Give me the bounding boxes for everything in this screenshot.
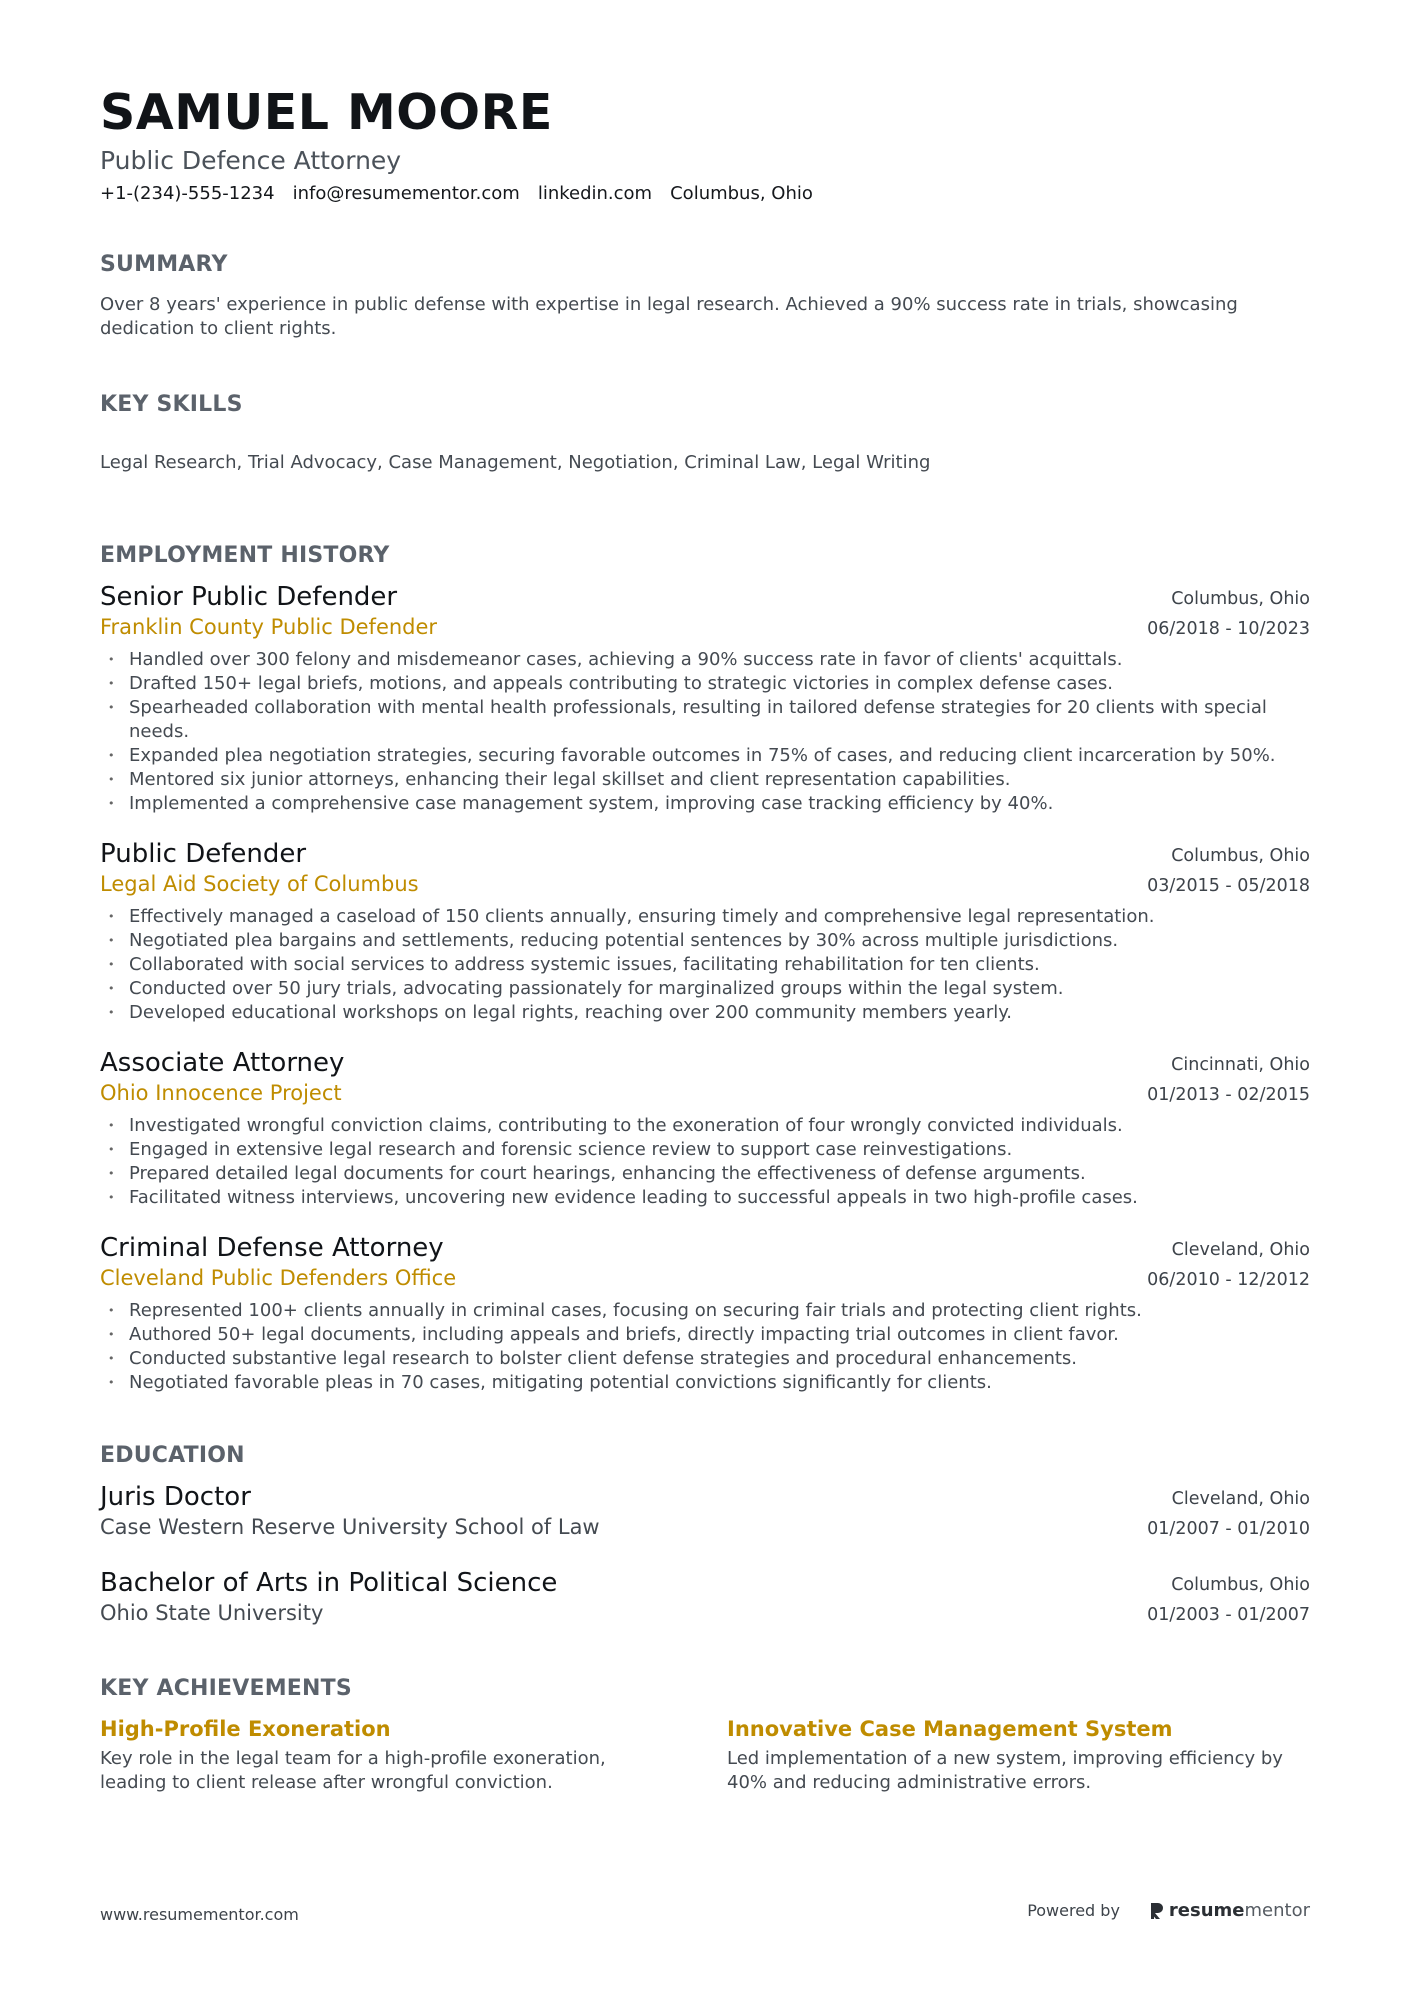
job-dates: 01/2013 - 02/2015 [1147,1085,1310,1105]
job-bullet: • Engaged in extensive legal research and forensic science review to support case reinvestigations. [100,1138,1310,1162]
job-bullet: • Represented 100+ clients annually in criminal cases, focusing on securing fair trials and protecting client rights. [100,1299,1310,1323]
job-bullet: • Developed educational workshops on legal rights, reaching over 200 community members yearly. [100,1001,1310,1025]
education-degree: Juris Doctor [100,1482,251,1512]
education-degree: Bachelor of Arts in Political Science [100,1568,558,1598]
job-entry [100,839,1310,1025]
job-location: Cincinnati, Ohio [1171,1055,1310,1075]
skills-text: Legal Research, Trial Advocacy, Case Management, Negotiation, Criminal Law, Legal Writing [100,452,931,473]
job-company: Ohio Innocence Project [100,1081,342,1105]
education-dates: 01/2003 - 01/2007 [1147,1605,1310,1625]
education-school: Case Western Reserve University School of Law [100,1515,600,1539]
job-location: Columbus, Ohio [1171,846,1310,866]
achievement-item [727,1715,1287,1795]
job-entry [100,1233,1310,1395]
job-bullet: • Prepared detailed legal documents for court hearings, enhancing the effectiveness of defense arguments. [100,1162,1310,1186]
job-location: Columbus, Ohio [1171,589,1310,609]
job-title: Senior Public Defender [100,582,398,612]
achievement-title: Innovative Case Management System [727,1717,1173,1741]
job-bullets [100,648,1310,816]
job-bullet: • Effectively managed a caseload of 150 clients annually, ensuring timely and comprehensive legal representation. [100,905,1310,929]
summary-heading: SUMMARY [100,252,228,277]
job-bullets [100,905,1310,1025]
job-bullet: • Negotiated favorable pleas in 70 cases, mitigating potential convictions significantly for clients. [100,1371,1310,1395]
job-meta [1147,1050,1310,1110]
candidate-name: SAMUEL MOORE [100,84,553,141]
job-entry [100,1048,1310,1210]
contact-location: Columbus, Ohio [670,183,813,204]
job-company: Cleveland Public Defenders Office [100,1266,457,1290]
job-bullet: • Handled over 300 felony and misdemeanor cases, achieving a 90% success rate in favor of clients' acquittals. [100,648,1310,672]
job-company: Legal Aid Society of Columbus [100,872,419,896]
education-meta [1147,1570,1310,1630]
contact-email[interactable]: info@resumementor.com [292,183,520,204]
job-bullet: • Authored 50+ legal documents, including appeals and briefs, directly impacting trial outcomes in client favor. [100,1323,1310,1347]
job-dates: 06/2010 - 12/2012 [1147,1270,1310,1290]
job-meta [1147,1235,1310,1295]
job-bullet: • Negotiated plea bargains and settlements, reducing potential sentences by 30% across multiple jurisdictions. [100,929,1310,953]
brand-name-light: mentor [1244,1900,1310,1921]
job-bullet: • Conducted over 50 jury trials, advocating passionately for marginalized groups within the legal system. [100,977,1310,1001]
job-bullet: • Facilitated witness interviews, uncovering new evidence leading to successful appeals in two high-profile cases. [100,1186,1310,1210]
footer-branding [1027,1900,1310,1921]
achievement-item [100,1715,660,1795]
job-meta [1147,584,1310,644]
achievement-title: High-Profile Exoneration [100,1717,391,1741]
job-title: Public Defender [100,839,307,869]
summary-text: Over 8 years' experience in public defense with expertise in legal research. Achieved a 90% success rate in trials, showcasing dedication to client rights. [100,294,1238,339]
job-title: Associate Attorney [100,1048,345,1078]
job-bullets [100,1299,1310,1395]
brand-logo[interactable] [1148,1900,1310,1921]
job-bullets [100,1114,1310,1210]
job-location: Cleveland, Ohio [1171,1240,1310,1260]
job-company: Franklin County Public Defender [100,615,438,639]
job-bullet: • Collaborated with social services to address systemic issues, facilitating rehabilitation for ten clients. [100,953,1310,977]
skills-heading: KEY SKILLS [100,392,243,417]
contact-line [100,183,813,204]
contact-phone[interactable]: +1-(234)-555-1234 [100,183,275,204]
job-bullet: • Expanded plea negotiation strategies, securing favorable outcomes in 75% of cases, and reducing client incarceration by 50%. [100,744,1310,768]
education-school: Ohio State University [100,1601,324,1625]
candidate-role: Public Defence Attorney [100,146,402,175]
education-meta [1147,1484,1310,1544]
achievement-text: Key role in the legal team for a high-profile exoneration, leading to client release after wrongful conviction. [100,1748,606,1793]
job-entry [100,582,1310,816]
achievements-heading: KEY ACHIEVEMENTS [100,1676,352,1701]
job-title: Criminal Defense Attorney [100,1233,444,1263]
job-dates: 03/2015 - 05/2018 [1147,876,1310,896]
achievement-text: Led implementation of a new system, improving efficiency by 40% and reducing administrative errors. [727,1748,1283,1793]
education-dates: 01/2007 - 01/2010 [1147,1519,1310,1539]
job-bullet: • Spearheaded collaboration with mental health professionals, resulting in tailored defense strategies for 20 clients with special needs. [100,696,1310,744]
education-location: Cleveland, Ohio [1171,1489,1310,1509]
education-entry [100,1568,1310,1628]
brand-name-bold: resume [1168,1900,1245,1921]
job-dates: 06/2018 - 10/2023 [1147,619,1310,639]
education-entry [100,1482,1310,1542]
employment-heading: EMPLOYMENT HISTORY [100,543,390,568]
resumementor-logo-icon [1148,1901,1164,1921]
education-location: Columbus, Ohio [1171,1575,1310,1595]
powered-by-label: Powered by [1027,1901,1120,1920]
job-bullet: • Investigated wrongful conviction claims, contributing to the exoneration of four wrongly convicted individuals. [100,1114,1310,1138]
job-bullet: • Drafted 150+ legal briefs, motions, and appeals contributing to strategic victories in complex defense cases. [100,672,1310,696]
contact-linkedin[interactable]: linkedin.com [537,183,653,204]
footer-website[interactable]: www.resumementor.com [100,1905,299,1924]
job-bullet: • Mentored six junior attorneys, enhancing their legal skillset and client representation capabilities. [100,768,1310,792]
education-heading: EDUCATION [100,1443,245,1468]
job-bullet: • Implemented a comprehensive case management system, improving case tracking efficiency by 40%. [100,792,1310,816]
job-meta [1147,841,1310,901]
job-bullet: • Conducted substantive legal research to bolster client defense strategies and procedural enhancements. [100,1347,1310,1371]
